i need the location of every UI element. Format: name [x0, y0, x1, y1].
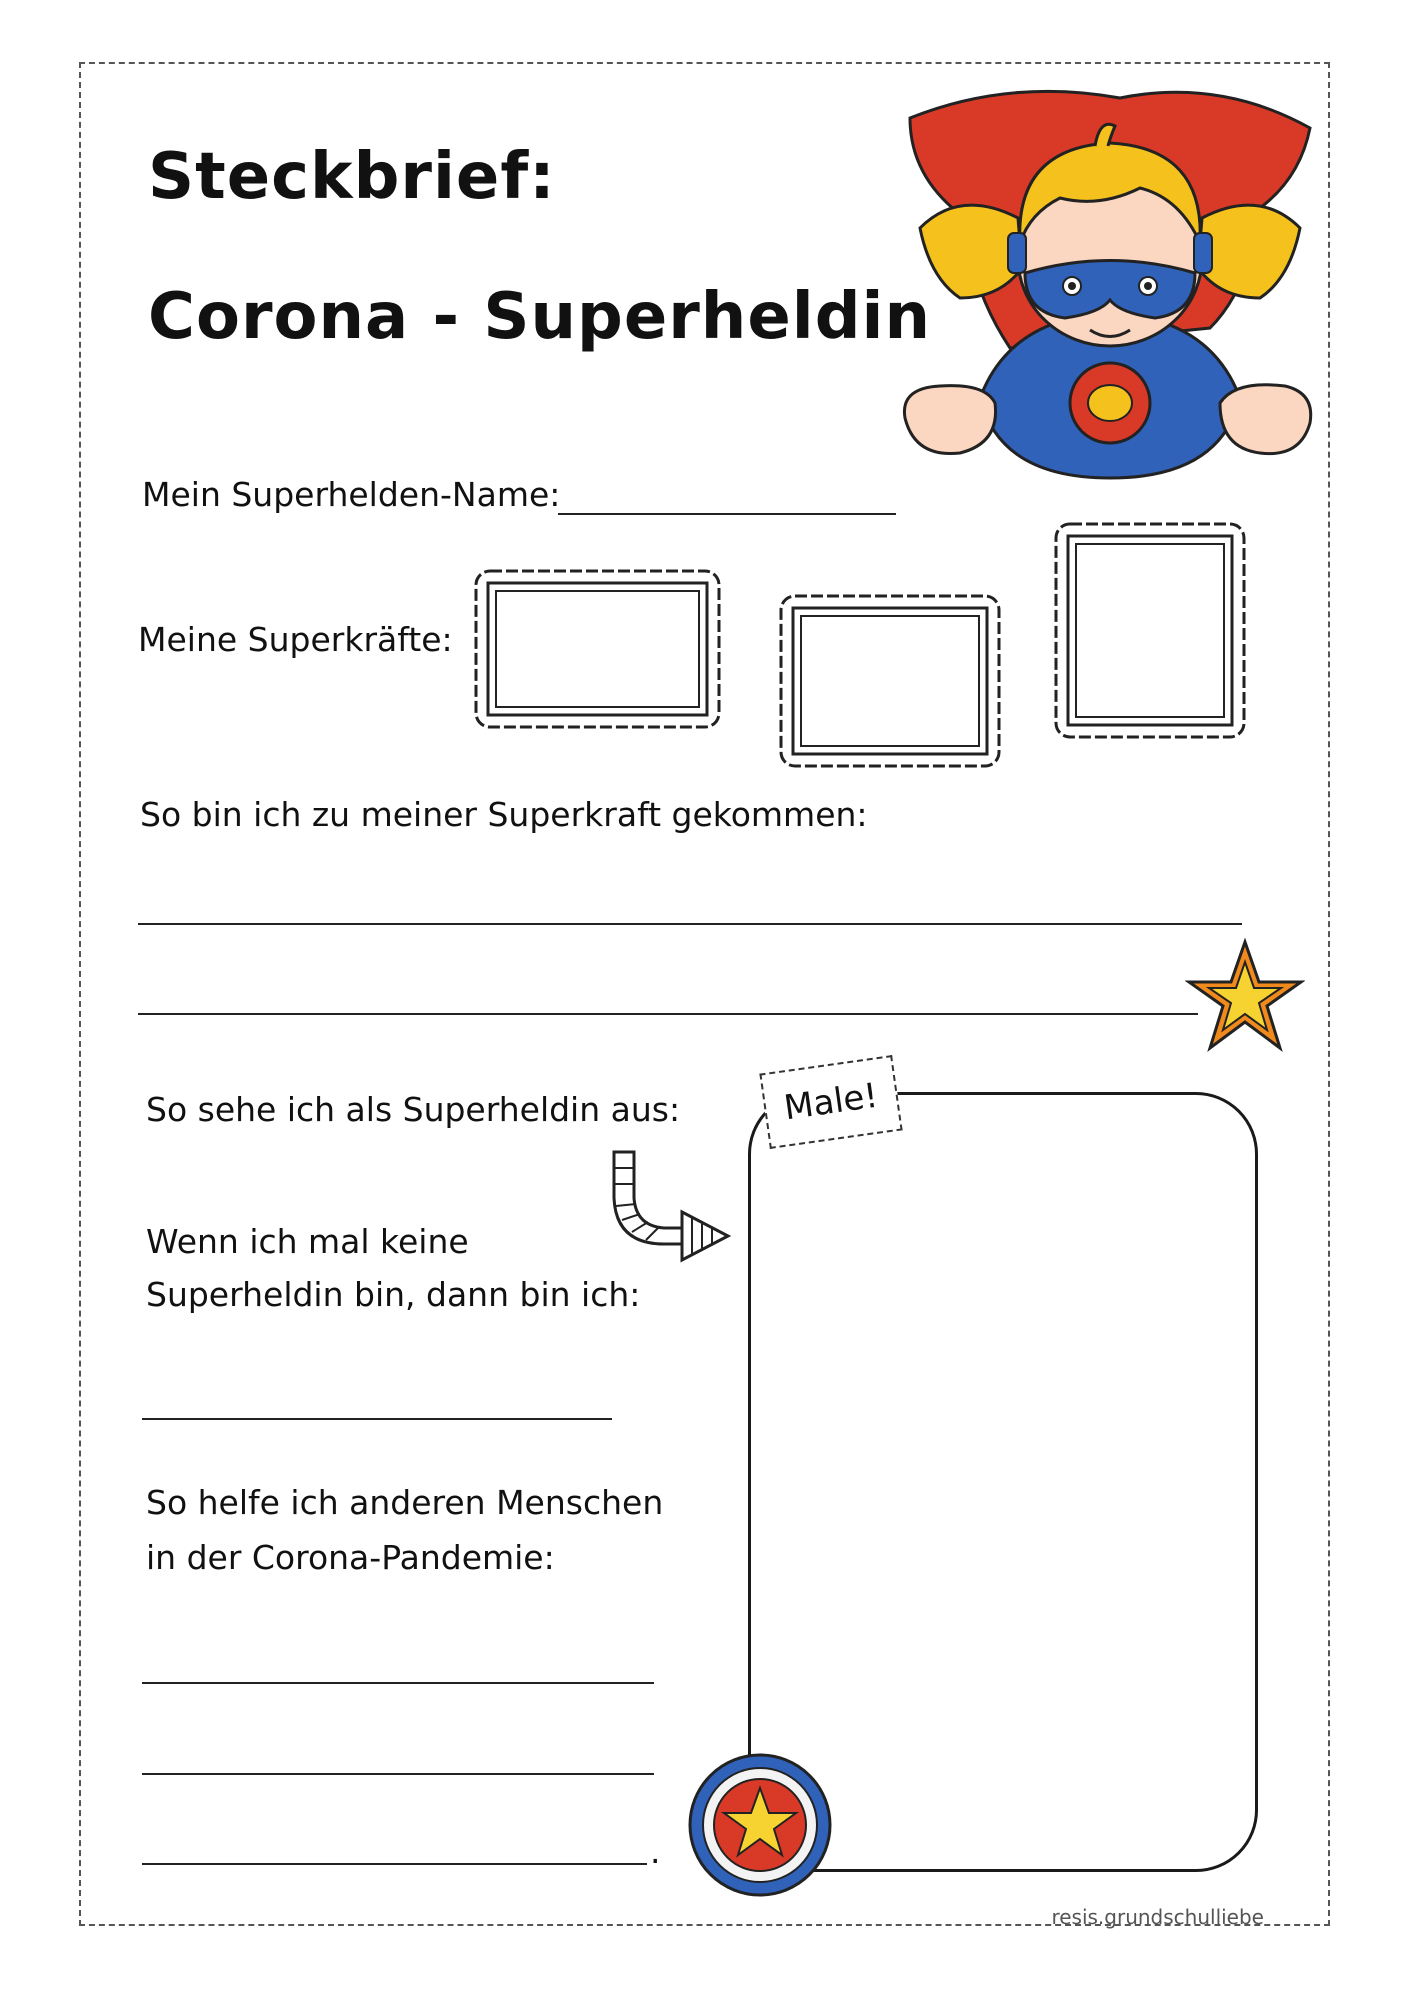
- civilian-answer-line[interactable]: [142, 1418, 612, 1420]
- civilian-label-line-2: Superheldin bin, dann bin ich:: [146, 1275, 641, 1314]
- power-frame-3[interactable]: [1050, 518, 1250, 743]
- help-label-line-2: in der Corona-Pandemie:: [146, 1538, 555, 1577]
- powers-label: Meine Superkräfte:: [138, 620, 453, 659]
- help-answer-line-1[interactable]: [142, 1682, 654, 1684]
- hero-name-label: Mein Superhelden-Name:: [142, 475, 561, 514]
- footer-credit: resis.grundschulliebe: [1051, 1905, 1264, 1929]
- draw-tag-label: Male!: [781, 1075, 881, 1129]
- help-answer-line-3[interactable]: [142, 1863, 647, 1865]
- power-frame-1[interactable]: [470, 565, 725, 733]
- help-end-period: .: [650, 1832, 661, 1871]
- help-answer-line-2[interactable]: [142, 1773, 654, 1775]
- star-icon: [1185, 938, 1305, 1056]
- superhero-girl-illustration: [890, 68, 1330, 498]
- origin-label: So bin ich zu meiner Superkraft gekommen:: [140, 795, 868, 834]
- appearance-label: So sehe ich als Superheldin aus:: [146, 1090, 681, 1129]
- title-line-1: Steckbrief:: [148, 140, 556, 214]
- power-frame-2[interactable]: [775, 590, 1005, 772]
- arrow-icon: [600, 1148, 735, 1268]
- origin-answer-line-2[interactable]: [138, 1013, 1198, 1015]
- title-line-2: Corona - Superheldin: [148, 280, 931, 354]
- civilian-label-line-1: Wenn ich mal keine: [146, 1222, 469, 1261]
- help-label-line-1: So helfe ich anderen Menschen: [146, 1483, 664, 1522]
- hero-name-answer-line[interactable]: [558, 513, 896, 515]
- shield-star-icon: [685, 1750, 835, 1900]
- origin-answer-line-1[interactable]: [138, 923, 1242, 925]
